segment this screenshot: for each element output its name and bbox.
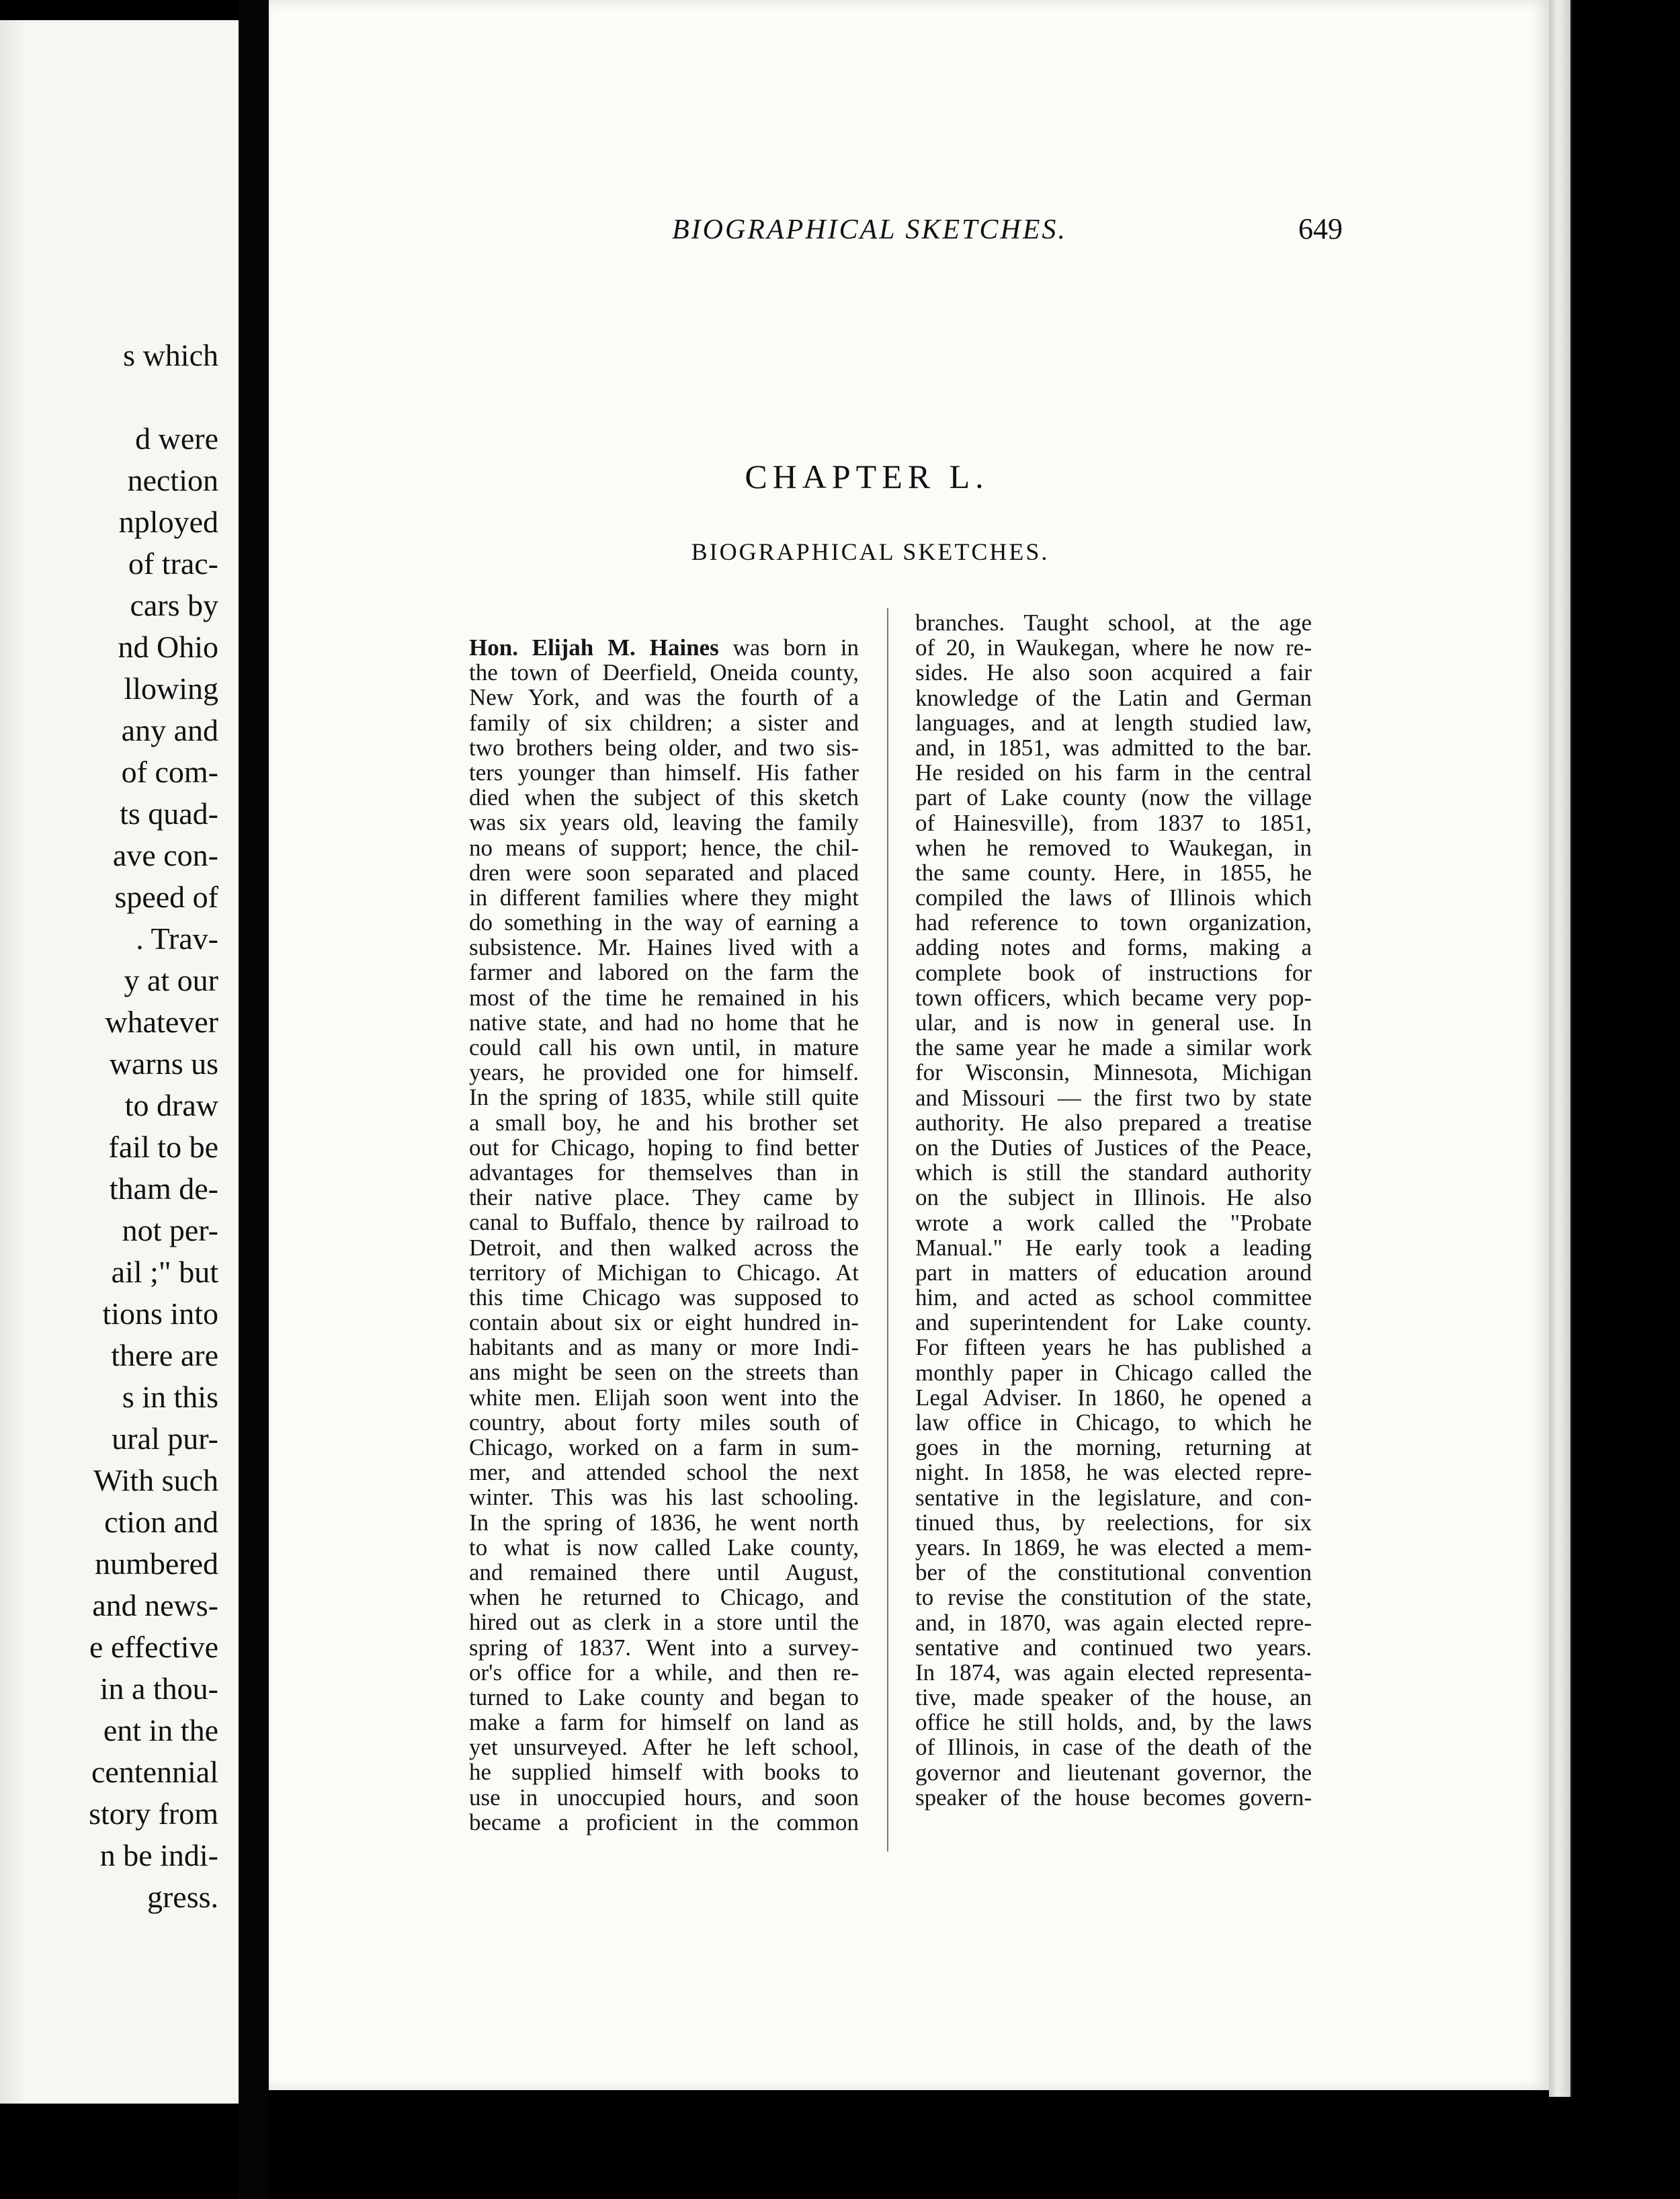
page-edge [1549,0,1572,2097]
text-line: ters younger than himself. His father [469,759,859,786]
text-line: tive, made speaker of the house, an [915,1684,1312,1711]
facing-page-line: there are [111,1338,218,1372]
text-line: make a farm for himself on land as [469,1709,859,1736]
text-line: him, and acted as school committee [915,1284,1312,1311]
text-line: advantages for themselves than in [469,1159,859,1186]
text-line: and superintendent for Lake county. [915,1309,1312,1336]
text-line: when he removed to Waukegan, in [915,834,1312,861]
text-line: governor and lieutenant governor, the [915,1759,1312,1786]
facing-page-line: gress. [146,1880,218,1914]
facing-page-line: nd Ohio [118,630,218,664]
text-line: authority. He also prepared a treatise [915,1109,1312,1136]
text-line: do something in the way of earning a [469,909,859,936]
text-line: monthly paper in Chicago called the [915,1359,1312,1386]
text-line: of Illinois, in case of the death of the [915,1734,1312,1761]
text-line: habitants and as many or more Indi- [469,1334,859,1361]
text-line: ber of the constitutional convention [915,1559,1312,1586]
text-line: the town of Deerfield, Oneida county, [469,659,859,686]
text-line: white men. Elijah soon went into the [469,1384,859,1411]
facing-page-line: tham de- [109,1171,218,1206]
text-line: goes in the morning, returning at [915,1434,1312,1461]
text-line: subsistence. Mr. Haines lived with a [469,934,859,961]
facing-page-line: warns us [109,1046,218,1081]
text-line: For fifteen years he has published a [915,1334,1312,1361]
text-line: adding notes and forms, making a [915,934,1312,961]
text-line: died when the subject of this sketch [469,784,859,811]
facing-page-line: ail ;" but [111,1255,218,1289]
text-line: winter. This was his last schooling. [469,1484,859,1511]
text-line: had reference to town organization, [915,909,1312,936]
text-line: or's office for a while, and then re- [469,1659,859,1686]
facing-page [0,20,241,2104]
facing-page-line [89,376,218,418]
text-line [469,635,859,660]
facing-page-line: s in this [122,1380,218,1414]
facing-page-line: fail to be [108,1130,218,1164]
text-line: In the spring of 1836, he went north [469,1509,859,1536]
text-line: farmer and labored on the farm the [469,959,859,986]
text-line: yet unsurveyed. After he left school, [469,1734,859,1761]
facing-page-line: in a thou- [99,1671,218,1706]
text-line: to what is now called Lake county, [469,1534,859,1561]
text-line: the same year he made a similar work [915,1034,1312,1061]
text-line: ular, and is now in general use. In [915,1009,1312,1036]
subject-name: Hon. Elijah M. Haines [469,634,719,661]
facing-page-line: s which [123,338,218,372]
text-line: their native place. They came by [469,1184,859,1211]
column-divider [887,608,888,1852]
facing-page-line: speed of [114,880,218,914]
facing-page-line: of trac- [128,546,218,581]
facing-page-line: whatever [105,1005,218,1039]
facing-page-line: tions into [102,1296,218,1331]
text-line: Chicago, worked on a farm in sum- [469,1434,859,1460]
page-number: 649 [1298,212,1343,245]
facing-page-line: ave con- [112,838,218,872]
text-line: In the spring of 1835, while still quite [469,1084,859,1111]
facing-page-line: of com- [121,755,218,789]
text-line: languages, and at length studied law, [915,709,1312,736]
text-line: two brothers being older, and two sis- [469,734,859,761]
text-line: turned to Lake county and began to [469,1684,859,1710]
text-line: mer, and attended school the next [469,1459,859,1486]
text-line: in different families where they might [469,884,859,911]
text-line: and, in 1851, was admitted to the bar. [915,734,1312,761]
facing-page-line: nection [127,463,218,497]
chapter-heading: CHAPTER L. [745,458,989,495]
text-line: could call his own until, in mature [469,1034,859,1061]
text-line: sentative and continued two years. [915,1634,1312,1661]
text-line: of 20, in Waukegan, where he now re- [915,634,1312,661]
text-line: sentative in the legislature, and con- [915,1484,1312,1511]
text-line: and Missouri — the first two by state [915,1084,1312,1111]
facing-page-line: any and [121,713,218,747]
text-line: which is still the standard authority [915,1159,1312,1186]
text-line: no means of support; hence, the chil- [469,834,859,861]
text-line: night. In 1858, he was elected repre- [915,1459,1312,1486]
text-line: became a proficient in the common [469,1809,859,1835]
text-run: was born in [718,634,859,661]
text-line: branches. Taught school, at the age [915,610,1312,636]
facing-page-line: d were [135,421,218,456]
text-line: Legal Adviser. In 1860, he opened a [915,1384,1312,1411]
text-line: most of the time he remained in his [469,984,859,1011]
text-line: part in matters of education around [915,1259,1312,1286]
text-line: native state, and had no home that he [469,1009,859,1036]
text-line: use in unoccupied hours, and soon [469,1784,859,1811]
text-line: years, he provided one for himself. [469,1059,859,1086]
text-line: sides. He also soon acquired a fair [915,659,1312,686]
facing-page-line: and news- [92,1588,218,1622]
section-heading: BIOGRAPHICAL SKETCHES. [691,538,1050,565]
text-line: ans might be seen on the streets than [469,1359,859,1386]
text-line: on the subject in Illinois. He also [915,1184,1312,1211]
facing-page-line: n be indi- [99,1838,218,1872]
text-line: wrote a work called the "Probate [915,1209,1312,1236]
text-line: a small boy, he and his brother set [469,1109,859,1136]
text-line: town officers, which became very pop- [915,984,1312,1011]
text-line: family of six children; a sister and [469,709,859,736]
text-line: Manual." He early took a leading [915,1234,1312,1261]
text-line: to revise the constitution of the state, [915,1584,1312,1611]
text-line: Detroit, and then walked across the [469,1234,859,1261]
right-text-column [915,610,1312,1810]
facing-page-line: With such [93,1463,218,1497]
facing-page-line: centennial [91,1755,218,1789]
text-line: part of Lake county (now the village [915,784,1312,811]
text-line: In 1874, was again elected representa- [915,1659,1312,1686]
facing-page-line: not per- [122,1213,218,1247]
facing-page-line: ent in the [103,1713,218,1747]
facing-page-line: to draw [124,1088,218,1122]
facing-page-line: cars by [130,588,218,622]
text-line: on the Duties of Justices of the Peace, [915,1134,1312,1161]
text-line: tinued thus, by reelections, for six [915,1509,1312,1536]
text-line: law office in Chicago, to which he [915,1409,1312,1436]
text-line: office he still holds, and, by the laws [915,1709,1312,1736]
text-line: contain about six or eight hundred in- [469,1309,859,1336]
text-line: country, about forty miles south of [469,1409,859,1436]
text-line: He resided on his farm in the central [915,759,1312,786]
book-page [269,0,1552,2090]
text-line: and remained there until August, [469,1559,859,1585]
text-line: for Wisconsin, Minnesota, Michigan [915,1059,1312,1086]
text-line: was six years old, leaving the family [469,809,859,836]
text-line: this time Chicago was supposed to [469,1284,859,1311]
text-line: compiled the laws of Illinois which [915,884,1312,911]
facing-page-line: llowing [124,671,218,706]
text-line: and, in 1870, was again elected repre- [915,1609,1312,1636]
facing-page-line: ural pur- [112,1421,218,1456]
facing-page-line: y at our [124,963,218,997]
text-line: he supplied himself with books to [469,1759,859,1786]
facing-page-line: ts quad- [120,796,218,831]
text-line: canal to Buffalo, thence by railroad to [469,1209,859,1236]
facing-page-line: e effective [89,1630,218,1664]
facing-page-line: ction and [104,1505,218,1539]
running-head: BIOGRAPHICAL SKETCHES. [672,214,1067,245]
facing-page-line: numbered [95,1546,218,1581]
text-line: the same county. Here, in 1855, he [915,859,1312,886]
text-line: knowledge of the Latin and German [915,684,1312,711]
facing-page-text [89,335,218,1918]
facing-page-line: story from [89,1796,218,1831]
text-line: years. In 1869, he was elected a mem- [915,1534,1312,1561]
text-line: when he returned to Chicago, and [469,1584,859,1611]
text-line: spring of 1837. Went into a survey- [469,1634,859,1661]
text-line: complete book of instructions for [915,959,1312,986]
facing-page-line: nployed [118,505,218,539]
text-line: hired out as clerk in a store until the [469,1609,859,1636]
text-line: territory of Michigan to Chicago. At [469,1259,859,1286]
text-line: out for Chicago, hoping to find better [469,1134,859,1161]
text-line: dren were soon separated and placed [469,859,859,886]
book-gutter [239,0,269,2199]
text-line: speaker of the house becomes govern- [915,1784,1312,1811]
text-line: New York, and was the fourth of a [469,684,859,711]
left-text-column [469,635,859,1835]
text-line: of Hainesville), from 1837 to 1851, [915,809,1312,836]
facing-page-line: . Trav- [136,921,218,956]
